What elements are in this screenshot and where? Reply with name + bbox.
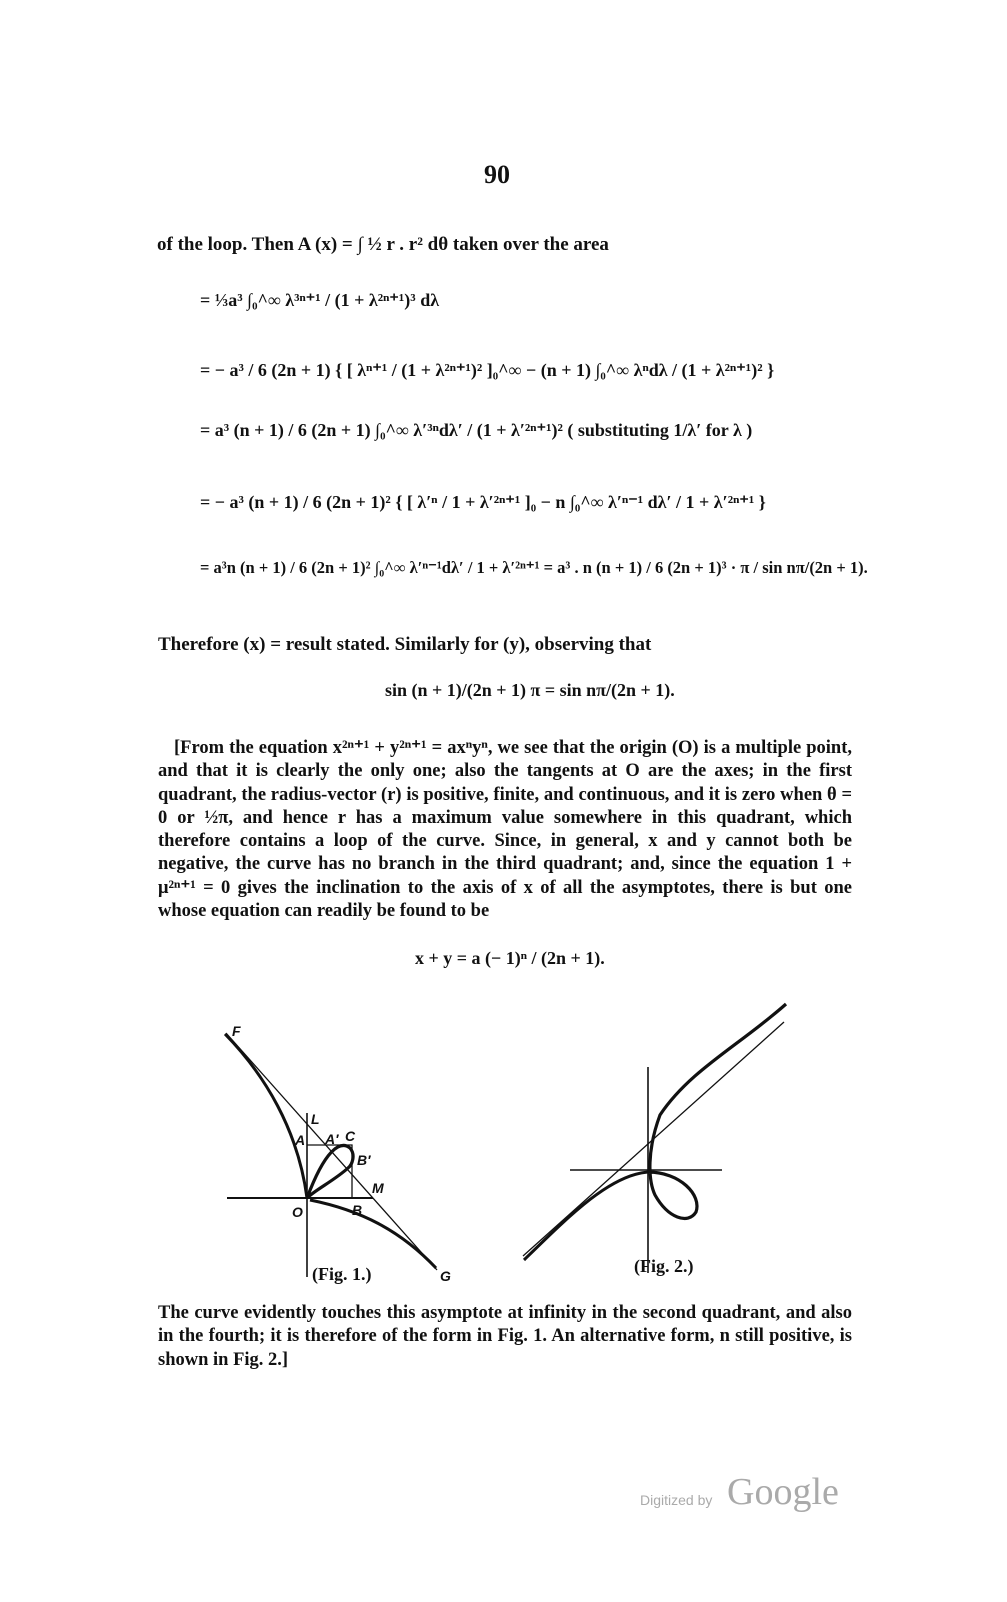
label-A: A xyxy=(295,1132,306,1148)
fig2-loop-branch xyxy=(648,1004,786,1218)
fig2-caption: (Fig. 2.) xyxy=(634,1256,694,1276)
text-line-1: of the loop. Then A (x) = ∫ ½ r . r² dθ taken over the area xyxy=(157,234,609,255)
label-C: C xyxy=(345,1128,356,1144)
watermark-logo: Google xyxy=(727,1471,839,1513)
fig1-branch-upper xyxy=(225,1034,307,1198)
fig2-branch-left xyxy=(524,1172,648,1260)
equation-line-4: = a³ (n + 1) / 6 (2n + 1) ∫₀^∞ λ′³ⁿdλ′ / (1 + λ′²ⁿ⁺¹)² ( substituting 1/λ′ for λ ) xyxy=(200,420,753,440)
fig1-loop xyxy=(307,1146,353,1198)
body-paragraph: [From the equation x²ⁿ⁺¹ + y²ⁿ⁺¹ = axⁿyⁿ, we see that the origin (O) is a multiple point, and that it is clearly the only one; also the tangents at O are the axes; in the first quadrant, the radius-vector (r) is positive, finite, and continuous, and it is zero when θ = 0 or ½π, and hence r has a maximum value somewhere in this quadrant, which therefore contains a loop of the curve. Since, in general, x and y cannot both be negative, the curve has no branch in the third quadrant; and, since the equation 1 + μ²ⁿ⁺¹ = 0 gives the inclination to the axis of x of all the asymptotes, there is but one whose equation can readily be found to be xyxy=(158,738,852,922)
equation-line-5: = − a³ (n + 1) / 6 (2n + 1)² { [ λ′ⁿ / 1 + λ′²ⁿ⁺¹ ]₀ − n ∫₀^∞ λ′ⁿ⁻¹ dλ′ / 1 + λ′²ⁿ⁺¹ } xyxy=(200,492,766,512)
equation-line-3: = − a³ / 6 (2n + 1) { [ λⁿ⁺¹ / (1 + λ²ⁿ⁺¹)² ]₀^∞ − (n + 1) ∫₀^∞ λⁿdλ / (1 + λ²ⁿ⁺¹)² } xyxy=(200,360,775,380)
label-F: F xyxy=(232,1023,241,1039)
label-L: L xyxy=(311,1111,320,1127)
asymptote-equation: x + y = a (− 1)ⁿ / (2n + 1). xyxy=(415,948,605,968)
label-B-prime: B′ xyxy=(357,1152,371,1168)
page-number: 90 xyxy=(484,160,510,189)
figure-1 xyxy=(225,1033,437,1277)
equation-line-8: sin (n + 1)/(2n + 1) π = sin nπ/(2n + 1). xyxy=(385,680,675,700)
fig1-branch-lower xyxy=(310,1200,436,1268)
equation-line-2: = ⅓a³ ∫₀^∞ λ³ⁿ⁺¹ / (1 + λ²ⁿ⁺¹)³ dλ xyxy=(200,290,440,310)
figure-2 xyxy=(523,1004,786,1273)
label-A-prime: A′ xyxy=(325,1131,339,1147)
equation-line-6: = a³n (n + 1) / 6 (2n + 1)² ∫₀^∞ λ′ⁿ⁻¹dλ′ / 1 + λ′²ⁿ⁺¹ = a³ . n (n + 1) / 6 (2n + 1)³ · π / sin nπ/(2n + 1). xyxy=(200,558,868,577)
label-B: B xyxy=(352,1202,363,1218)
fig1-caption: (Fig. 1.) xyxy=(312,1264,372,1284)
closing-paragraph: The curve evidently touches this asymptote at infinity in the second quadrant, and also in the fourth; it is therefore of the form in Fig. 1. An alternative form, n still positive, is shown in Fig. 2.] xyxy=(158,1303,852,1370)
label-O: O xyxy=(292,1204,303,1220)
label-M: M xyxy=(372,1180,384,1196)
watermark-prefix: Digitized by xyxy=(640,1492,713,1508)
text-line-7: Therefore (x) = result stated. Similarly for (y), observing that xyxy=(158,634,652,655)
label-G: G xyxy=(440,1268,451,1284)
